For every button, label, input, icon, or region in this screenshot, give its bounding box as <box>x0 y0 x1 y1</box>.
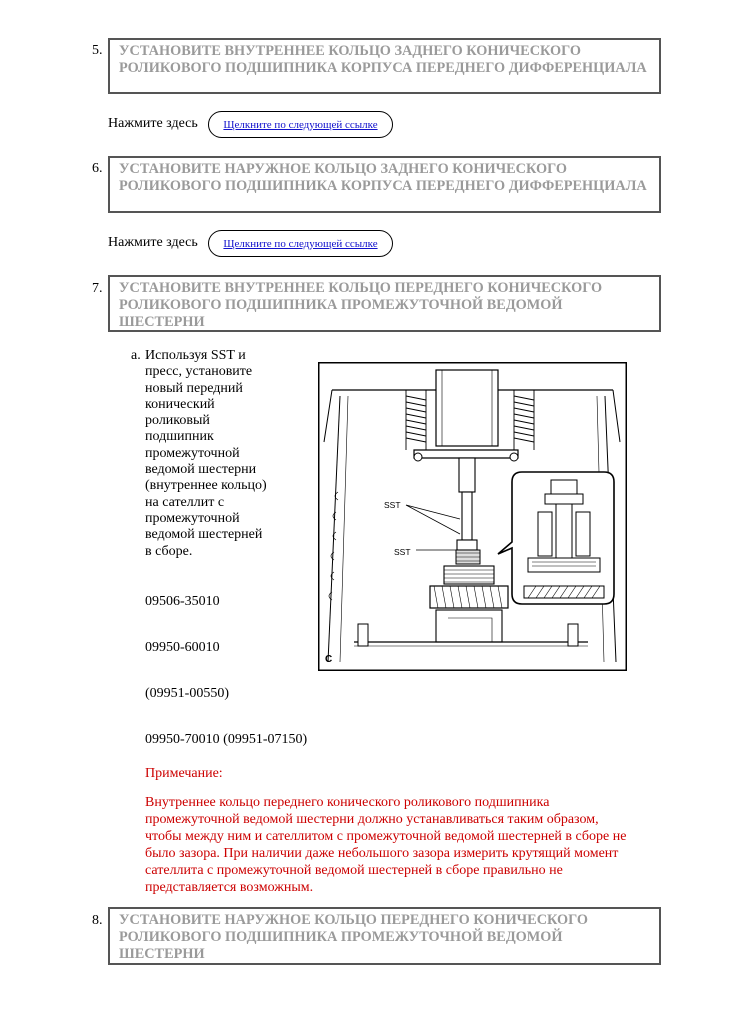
tool-code: (09951-00550) <box>145 686 229 701</box>
figure-corner-letter: C <box>325 654 333 665</box>
step-5-heading: УСТАНОВИТЕ ВНУТРЕННЕЕ КОЛЬЦО ЗАДНЕГО КОНИЧЕСКОГО РОЛИКОВОГО ПОДШИПНИКА КОРПУСА ПЕРЕДНЕГО ДИФФЕРЕНЦИАЛА <box>108 38 661 94</box>
step-7-heading: УСТАНОВИТЕ ВНУТРЕННЕЕ КОЛЬЦО ПЕРЕДНЕГО КОНИЧЕСКОГО РОЛИКОВОГО ПОДШИПНИКА ПРОМЕЖУТОЧНОЙ ВЕДОМОЙ ШЕСТЕРНИ <box>108 275 661 332</box>
tool-code: 09506-35010 <box>145 594 220 609</box>
note-text: Внутреннее кольцо переднего конического роликового подшипника промежуточной ведомой шестерни должно устанавливаться таким образом, чтобы между ним и сателлитом с промежуточной ведомой шестерней в сборе не было зазора. При наличии даже небольшого зазора измерить крутящий момент сателлита с промежуточной ведомой шестерней в сборе правильно не представляется возможным. <box>145 795 627 895</box>
step-7-number: 7. <box>92 281 103 296</box>
step-8-heading: УСТАНОВИТЕ НАРУЖНОЕ КОЛЬЦО ПЕРЕДНЕГО КОНИЧЕСКОГО РОЛИКОВОГО ПОДШИПНИКА ПРОМЕЖУТОЧНОЙ ВЕДОМОЙ ШЕСТЕРНИ <box>108 907 661 965</box>
tool-code: 09950-70010 (09951-07150) <box>145 732 308 747</box>
note-label: Примечание: <box>145 766 223 781</box>
step-6-number: 6. <box>92 161 103 176</box>
callout-label: SST <box>394 547 411 557</box>
tool-code: 09950-60010 <box>145 640 220 655</box>
link-button[interactable]: Щелкните по следующей ссылке <box>208 230 393 257</box>
step-6-heading: УСТАНОВИТЕ НАРУЖНОЕ КОЛЬЦО ЗАДНЕГО КОНИЧЕСКОГО РОЛИКОВОГО ПОДШИПНИКА КОРПУСА ПЕРЕДНЕГО ДИФФЕРЕНЦИАЛА <box>108 156 661 213</box>
step-5-number: 5. <box>92 43 103 58</box>
installation-illustration <box>318 362 627 671</box>
link-button[interactable]: Щелкните по следующей ссылке <box>208 111 393 138</box>
substep-marker: a. <box>131 348 141 363</box>
step-8-number: 8. <box>92 913 103 928</box>
click-here-label: Нажмите здесь <box>108 235 198 250</box>
click-here-label: Нажмите здесь <box>108 116 198 131</box>
substep-instruction: Используя SST и пресс, установите новый передний конический роликовый подшипник промежуточной ведомой шестерни (внутреннее кольцо) на сателлит с промежуточной ведомой шестерней в сборе. <box>145 348 267 559</box>
callout-label: SST <box>384 500 401 510</box>
